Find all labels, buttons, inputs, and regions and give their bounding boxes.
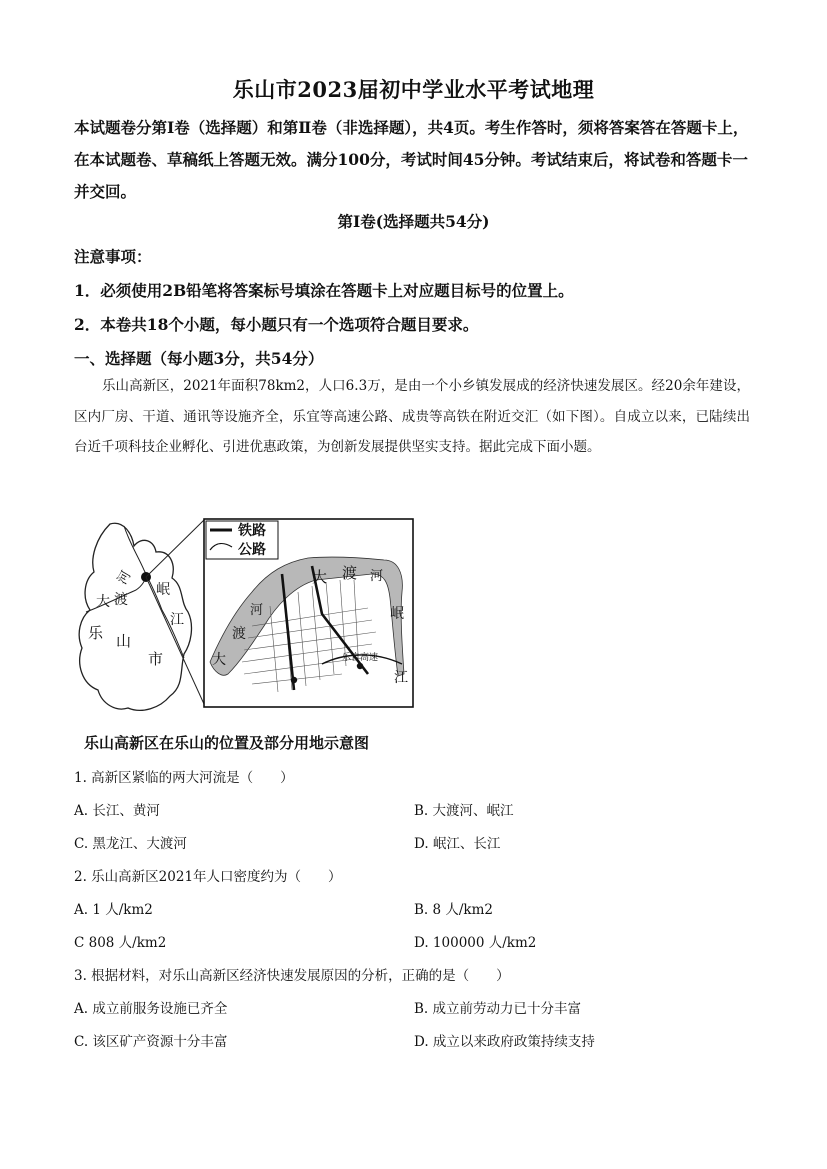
- map-label: 岷: [156, 582, 170, 598]
- notes-heading: 注意事项：: [74, 247, 152, 266]
- map-label: 山: [116, 632, 132, 650]
- option-a: A. 长江、黄河: [74, 803, 160, 819]
- map-label: 江: [394, 670, 408, 686]
- map-label: 渡: [114, 592, 128, 608]
- legend-road-label: 公路: [238, 542, 266, 558]
- exam-instructions: [74, 112, 754, 208]
- option-a: A. 成立前服务设施已齐全: [74, 1001, 228, 1017]
- map-label: 大: [212, 652, 226, 668]
- notes-item: 1．必须使用2B铅笔将答案标号填涂在答题卡上对应题目标号的位置上。: [74, 281, 574, 300]
- option-b: B. 成立前劳动力已十分丰富: [414, 1001, 582, 1017]
- section-title: 第Ⅰ卷(选择题共54分): [337, 212, 490, 231]
- document-title: 乐山市2023届初中学业水平考试地理: [232, 77, 595, 102]
- option-d: D. 岷江、长江: [414, 836, 501, 852]
- part-heading: 一、选择题（每小题3分，共54分）: [74, 349, 324, 368]
- notes-block: [74, 240, 764, 376]
- map-label: 乐自高速: [342, 653, 379, 663]
- reading-passage: [74, 371, 750, 463]
- interchange-dot: [291, 677, 297, 683]
- map-label: 河: [370, 569, 384, 584]
- option-c: C. 该区矿产资源十分丰富: [74, 1034, 228, 1050]
- option-b: B. 大渡河、岷江: [414, 803, 514, 819]
- option-d: D. 成立以来政府政策持续支持: [414, 1034, 595, 1050]
- option-row: [74, 894, 764, 927]
- interchange-dot: [357, 663, 363, 669]
- question-stem: 1. 高新区紧临的两大河流是（ ）: [74, 770, 294, 786]
- passage-text: 乐山高新区，2021年面积78km2，人口6.3万，是由一个小乡镇发展成的经济快速发展区。经20余年建设，区内厂房、干道、通讯等设施齐全，乐宜等高速公路、成贵等高铁在附近交汇（如下图）。自成立以来，已陆续出台近千项科技企业孵化、引进优惠政策，为创新发展提供坚实支持。据此完成下面小题。: [74, 378, 750, 455]
- option-d: D. 100000 人/km2: [414, 935, 537, 951]
- option-c: C 808 人/km2: [74, 935, 167, 951]
- map-label: 河: [250, 603, 264, 618]
- map-label: 江: [170, 612, 184, 628]
- leader-line: [146, 577, 204, 704]
- option-row: [74, 993, 764, 1026]
- question-stem: 2. 乐山高新区2021年人口密度约为（ ）: [74, 869, 342, 885]
- option-a: A. 1 人/km2: [74, 902, 153, 918]
- map-label: 大: [312, 568, 328, 586]
- location-map-figure: [72, 514, 417, 722]
- map-label: 大: [96, 594, 110, 610]
- map-svg: [72, 514, 417, 722]
- option-row: [74, 927, 764, 960]
- option-c: C. 黑龙江、大渡河: [74, 836, 187, 852]
- figure-caption: 乐山高新区在乐山的位置及部分用地示意图: [84, 734, 370, 752]
- map-label: 渡: [232, 626, 246, 642]
- option-row: [74, 1026, 764, 1059]
- map-label: 渡: [342, 564, 358, 582]
- option-b: B. 8 人/km2: [414, 902, 494, 918]
- option-row: [74, 795, 764, 828]
- map-label: 乐: [88, 624, 104, 642]
- question-list: [74, 762, 764, 1059]
- map-label: 岷: [390, 606, 404, 622]
- map-label: 市: [148, 650, 164, 668]
- instructions-text: 本试题卷分第Ⅰ卷（选择题）和第Ⅱ卷（非选择题），共4页。考生作答时，须将答案答在答题卡上，在本试题卷、草稿纸上答题无效。满分100分，考试时间45分钟。考试结束后，将试卷和答题卡一并交回。: [74, 118, 749, 201]
- option-row: [74, 828, 764, 861]
- map-label: 河: [114, 568, 135, 588]
- legend-rail-label: 铁路: [238, 523, 266, 539]
- question-stem: 3. 根据材料，对乐山高新区经济快速发展原因的分析，正确的是（ ）: [74, 968, 510, 984]
- notes-item: 2．本卷共18个小题，每小题只有一个选项符合题目要求。: [74, 315, 479, 334]
